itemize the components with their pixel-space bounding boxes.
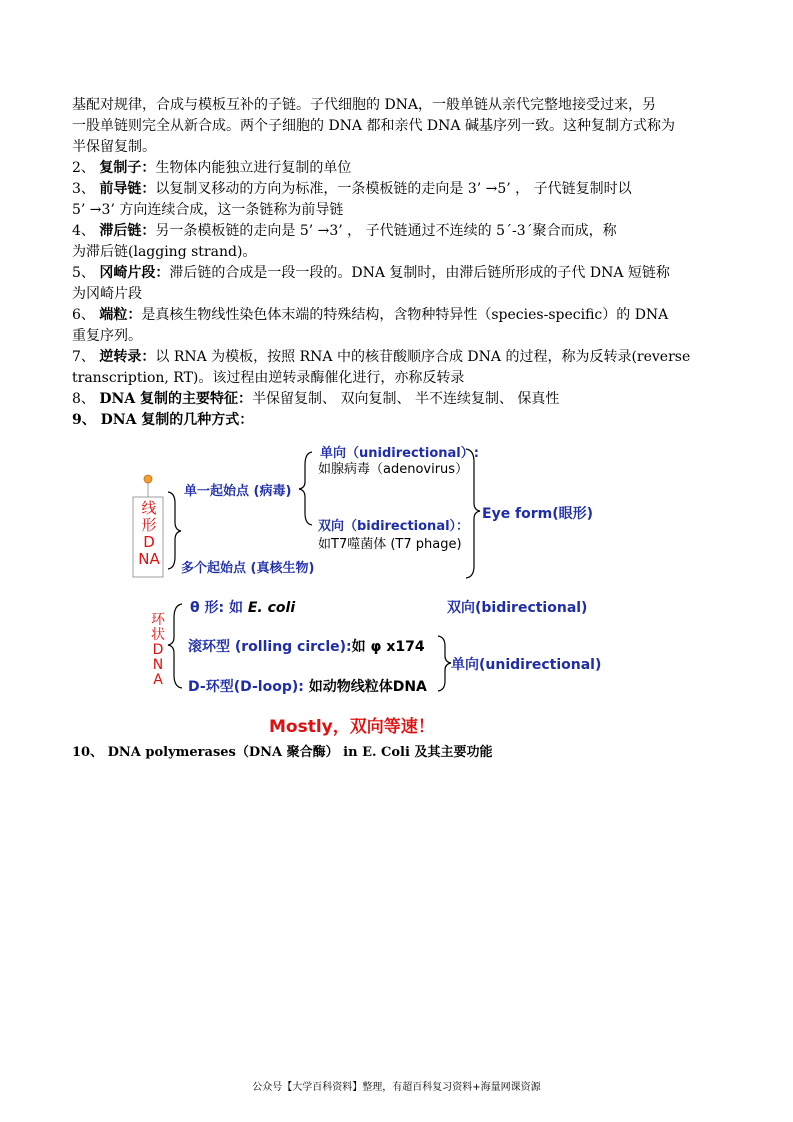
- mitochondrial-dna-example: 如动物线粒体DNA: [303, 679, 427, 695]
- item-text: 滞后链的合成是一段一段的。DNA 复制时，由滞后链所形成的子代 DNA 短链称: [169, 265, 670, 281]
- unidirectional-label: 单向（unidirectional）:: [320, 446, 479, 461]
- frame-handle: [144, 475, 152, 483]
- section-title: DNA polymerases（DNA 聚合酶） in E. Coli 及其主要功能: [107, 745, 493, 760]
- item-number: 7、: [72, 349, 95, 365]
- theta-bidirectional: 双向(bidirectional): [447, 600, 588, 616]
- item-number: 8、: [72, 391, 95, 407]
- item-term: DNA 复制的主要特征：: [99, 391, 253, 407]
- theta-label: θ 形: 如: [190, 600, 248, 616]
- item-text: 以 RNA 为模板，按照 RNA 中的核苷酸顺序合成 DNA 的过程，称为反转录(reverse: [155, 349, 691, 365]
- item-text: 生物体内能独立进行复制的单位: [155, 160, 352, 176]
- circular-brace: [168, 604, 182, 688]
- single-origin-brace: [299, 452, 312, 525]
- item-term: 端粒：: [99, 307, 142, 323]
- item-number: 6、: [72, 307, 95, 323]
- item-number: 3、: [72, 181, 95, 197]
- item-text: 另一条模板链的走向是 5’ →3’ ， 子代链通过不连续的 5´-3´聚合而成，称: [155, 223, 617, 239]
- multi-origin-label: 多个起始点 (真核生物): [181, 561, 315, 576]
- unidirectional-brace: [438, 636, 451, 691]
- section-10-heading: [72, 742, 722, 763]
- theta-mode: [190, 597, 295, 617]
- unidirectional-mode: 单向(unidirectional): [451, 657, 602, 673]
- section-number: 10、: [72, 745, 104, 760]
- item-term: DNA 复制的几种方式：: [100, 412, 254, 428]
- item-continuation: 5’ →3’ 方向连续合成，这一条链称为前导链: [72, 202, 344, 218]
- single-origin-label: 单一起始点 (病毒): [184, 484, 292, 499]
- d-loop-label: D-环型(D-loop):: [188, 679, 304, 695]
- eye-form-brace: [466, 449, 480, 578]
- phix174-example: 如 φ x174: [351, 639, 425, 655]
- item-continuation: 为滞后链(lagging strand)。: [72, 244, 257, 260]
- item-number: 2、: [72, 160, 95, 176]
- circular-dna-label: 环状DNA: [151, 612, 165, 688]
- item-number: 9、: [72, 412, 96, 428]
- item-term: 冈崎片段：: [99, 265, 170, 281]
- intro-line: 半保留复制。: [72, 139, 156, 155]
- page-footer: 公众号【大学百科资料】整理，有超百科复习资料+海量网课资源: [252, 1082, 541, 1093]
- item-continuation: transcription, RT)。该过程由逆转录酶催化进行，亦称反转录: [72, 370, 465, 386]
- item-term: 复制子：: [99, 160, 156, 176]
- t7-phage-example: 如T7噬菌体 (T7 phage): [318, 537, 462, 552]
- linear-brace: [168, 492, 181, 569]
- d-loop-mode: [188, 676, 427, 696]
- mostly-note: Mostly，双向等速！: [269, 717, 435, 737]
- intro-line: 一股单链则完全从新合成。两个子细胞的 DNA 都和亲代 DNA 碱基序列一致。这种复制方式称为: [72, 118, 675, 134]
- item-term: 逆转录：: [99, 349, 156, 365]
- item-text: 半保留复制、 双向复制、 半不连续复制、 保真性: [252, 391, 560, 407]
- item-text: 是真核生物线性染色体末端的特殊结构，含物种特异性（species-specific）的 DNA: [141, 307, 669, 323]
- item-continuation: 重复序列。: [72, 328, 142, 344]
- item-term: 前导链：: [99, 181, 156, 197]
- item-number: 4、: [72, 223, 95, 239]
- item-term: 滞后链：: [99, 223, 156, 239]
- intro-line: 基配对规律，合成与模板互补的子链。子代细胞的 DNA，一般单链从亲代完整地接受过来，另: [72, 97, 657, 113]
- bidirectional-label: 双向（bidirectional）：: [318, 519, 470, 534]
- item-number: 5、: [72, 265, 95, 281]
- theta-species: E. coli: [247, 600, 296, 616]
- rolling-circle-label: 滚环型 (rolling circle):: [188, 639, 352, 655]
- rolling-circle-mode: [188, 636, 425, 656]
- eye-form-label: Eye form(眼形): [482, 506, 594, 522]
- item-text: 以复制叉移动的方向为标准，一条模板链的走向是 3’ →5’ ， 子代链复制时以: [155, 181, 632, 197]
- adenovirus-example: 如腺病毒（adenovirus）: [318, 462, 469, 477]
- linear-dna-label: 线形DNA: [138, 499, 160, 568]
- item-continuation: 为冈崎片段: [72, 286, 142, 302]
